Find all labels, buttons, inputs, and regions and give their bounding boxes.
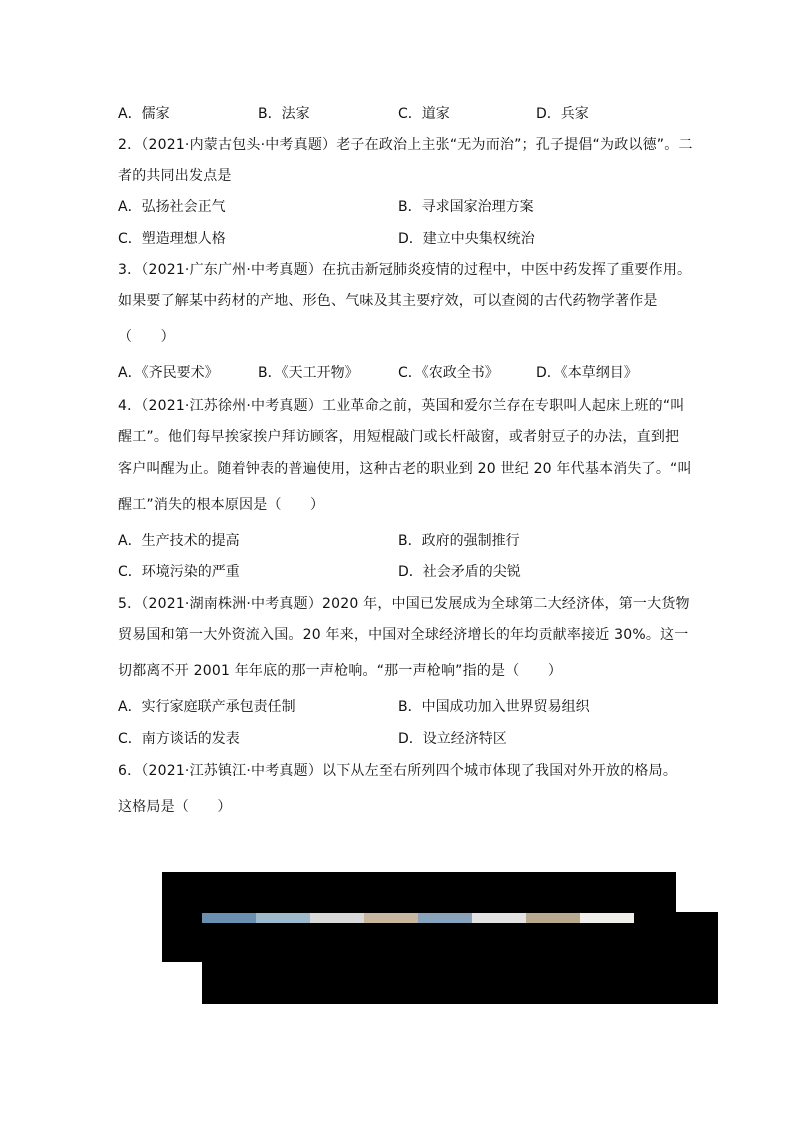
q5-option-c: C．南方谈话的发表	[118, 731, 240, 747]
city-photo-segment	[310, 913, 364, 923]
q3-option-d: D．《本草纲目》	[536, 365, 638, 381]
q4-stem-line-1: 4．（2021·江苏徐州·中考真题）工业革命之前，英国和爱尔兰存在专职叫人起床上班的“叫	[118, 398, 685, 414]
q4-option-d: D．社会矛盾的尖锐	[398, 564, 521, 580]
q4-option-a: A．生产技术的提高	[118, 533, 240, 549]
q3-stem-line-1: 3．（2021·广东广州·中考真题）在抗击新冠肺炎疫情的过程中，中医中药发挥了重要作用。	[118, 262, 692, 278]
city-photo-strip	[202, 913, 634, 923]
q5-stem-line-2: 贸易国和第一大外资流入国。20 年来，中国对全球经济增长的年均贡献率接近 30%。这一	[118, 627, 689, 643]
city-photo-segment	[418, 913, 472, 923]
q4-stem-line-2: 醒工”。他们每早挨家挨户拜访顾客，用短棍敲门或长杆敲窗，或者射豆子的办法，直到把	[118, 429, 680, 445]
city-photo-segment	[364, 913, 418, 923]
q3-stem-line-2: 如果要了解某中药材的产地、形色、气味及其主要疗效，可以查阅的古代药物学著作是	[118, 293, 658, 309]
q2-option-a: A．弘扬社会正气	[118, 199, 226, 215]
q2-option-d: D．建立中央集权统治	[398, 231, 535, 247]
q6-stem-line-1: 6．（2021·江苏镇江·中考真题）以下从左至右所列四个城市体现了我国对外开放的格局。	[118, 763, 678, 779]
q3-option-c: C．《农政全书》	[398, 365, 499, 381]
q2-option-c: C．塑造理想人格	[118, 231, 226, 247]
city-photo-segment	[472, 913, 526, 923]
q1-option-b: B．法家	[258, 106, 310, 122]
q2-option-b: B．寻求国家治理方案	[398, 199, 534, 215]
city-photo-segment	[580, 913, 634, 923]
city-photo-segment	[526, 913, 580, 923]
q5-option-a: A．实行家庭联产承包责任制	[118, 699, 296, 715]
q2-stem-line-1: 2．（2021·内蒙古包头·中考真题）老子在政治上主张“无为而治”；孔子提倡“为政以德”。二	[118, 137, 693, 153]
q4-stem-line-3: 客户叫醒为止。随着钟表的普遍使用，这种古老的职业到 20 世纪 20 年代基本消失了。“叫	[118, 461, 692, 477]
q3-answer-paren: （ ）	[118, 329, 175, 345]
city-images-block-right	[676, 912, 718, 962]
q3-option-b: B．《天工开物》	[258, 365, 359, 381]
q5-stem-line-3: 切都离不开 2001 年年底的那一声枪响。“那一声枪响”指的是（ ）	[118, 663, 563, 679]
q4-option-b: B．政府的强制推行	[398, 533, 520, 549]
q5-option-d: D．设立经济特区	[398, 731, 507, 747]
q3-option-a: A．《齐民要术》	[118, 365, 219, 381]
q4-option-c: C．环境污染的严重	[118, 564, 240, 580]
q1-option-a: A．儒家	[118, 106, 170, 122]
city-photo-segment	[256, 913, 310, 923]
q1-option-c: C．道家	[398, 106, 450, 122]
q4-stem-line-4: 醒工”消失的根本原因是（ ）	[118, 497, 325, 513]
q5-option-b: B．中国成功加入世界贸易组织	[398, 699, 590, 715]
q2-stem-line-2: 者的共同出发点是	[118, 168, 232, 184]
city-images-block-bottom	[202, 962, 718, 1004]
city-photo-segment	[202, 913, 256, 923]
q6-stem-line-2: 这格局是（ ）	[118, 799, 232, 815]
q1-option-d: D．兵家	[536, 106, 589, 122]
q5-stem-line-1: 5．（2021·湖南株洲·中考真题）2020 年，中国已发展成为全球第二大经济体，第一大货物	[118, 596, 690, 612]
